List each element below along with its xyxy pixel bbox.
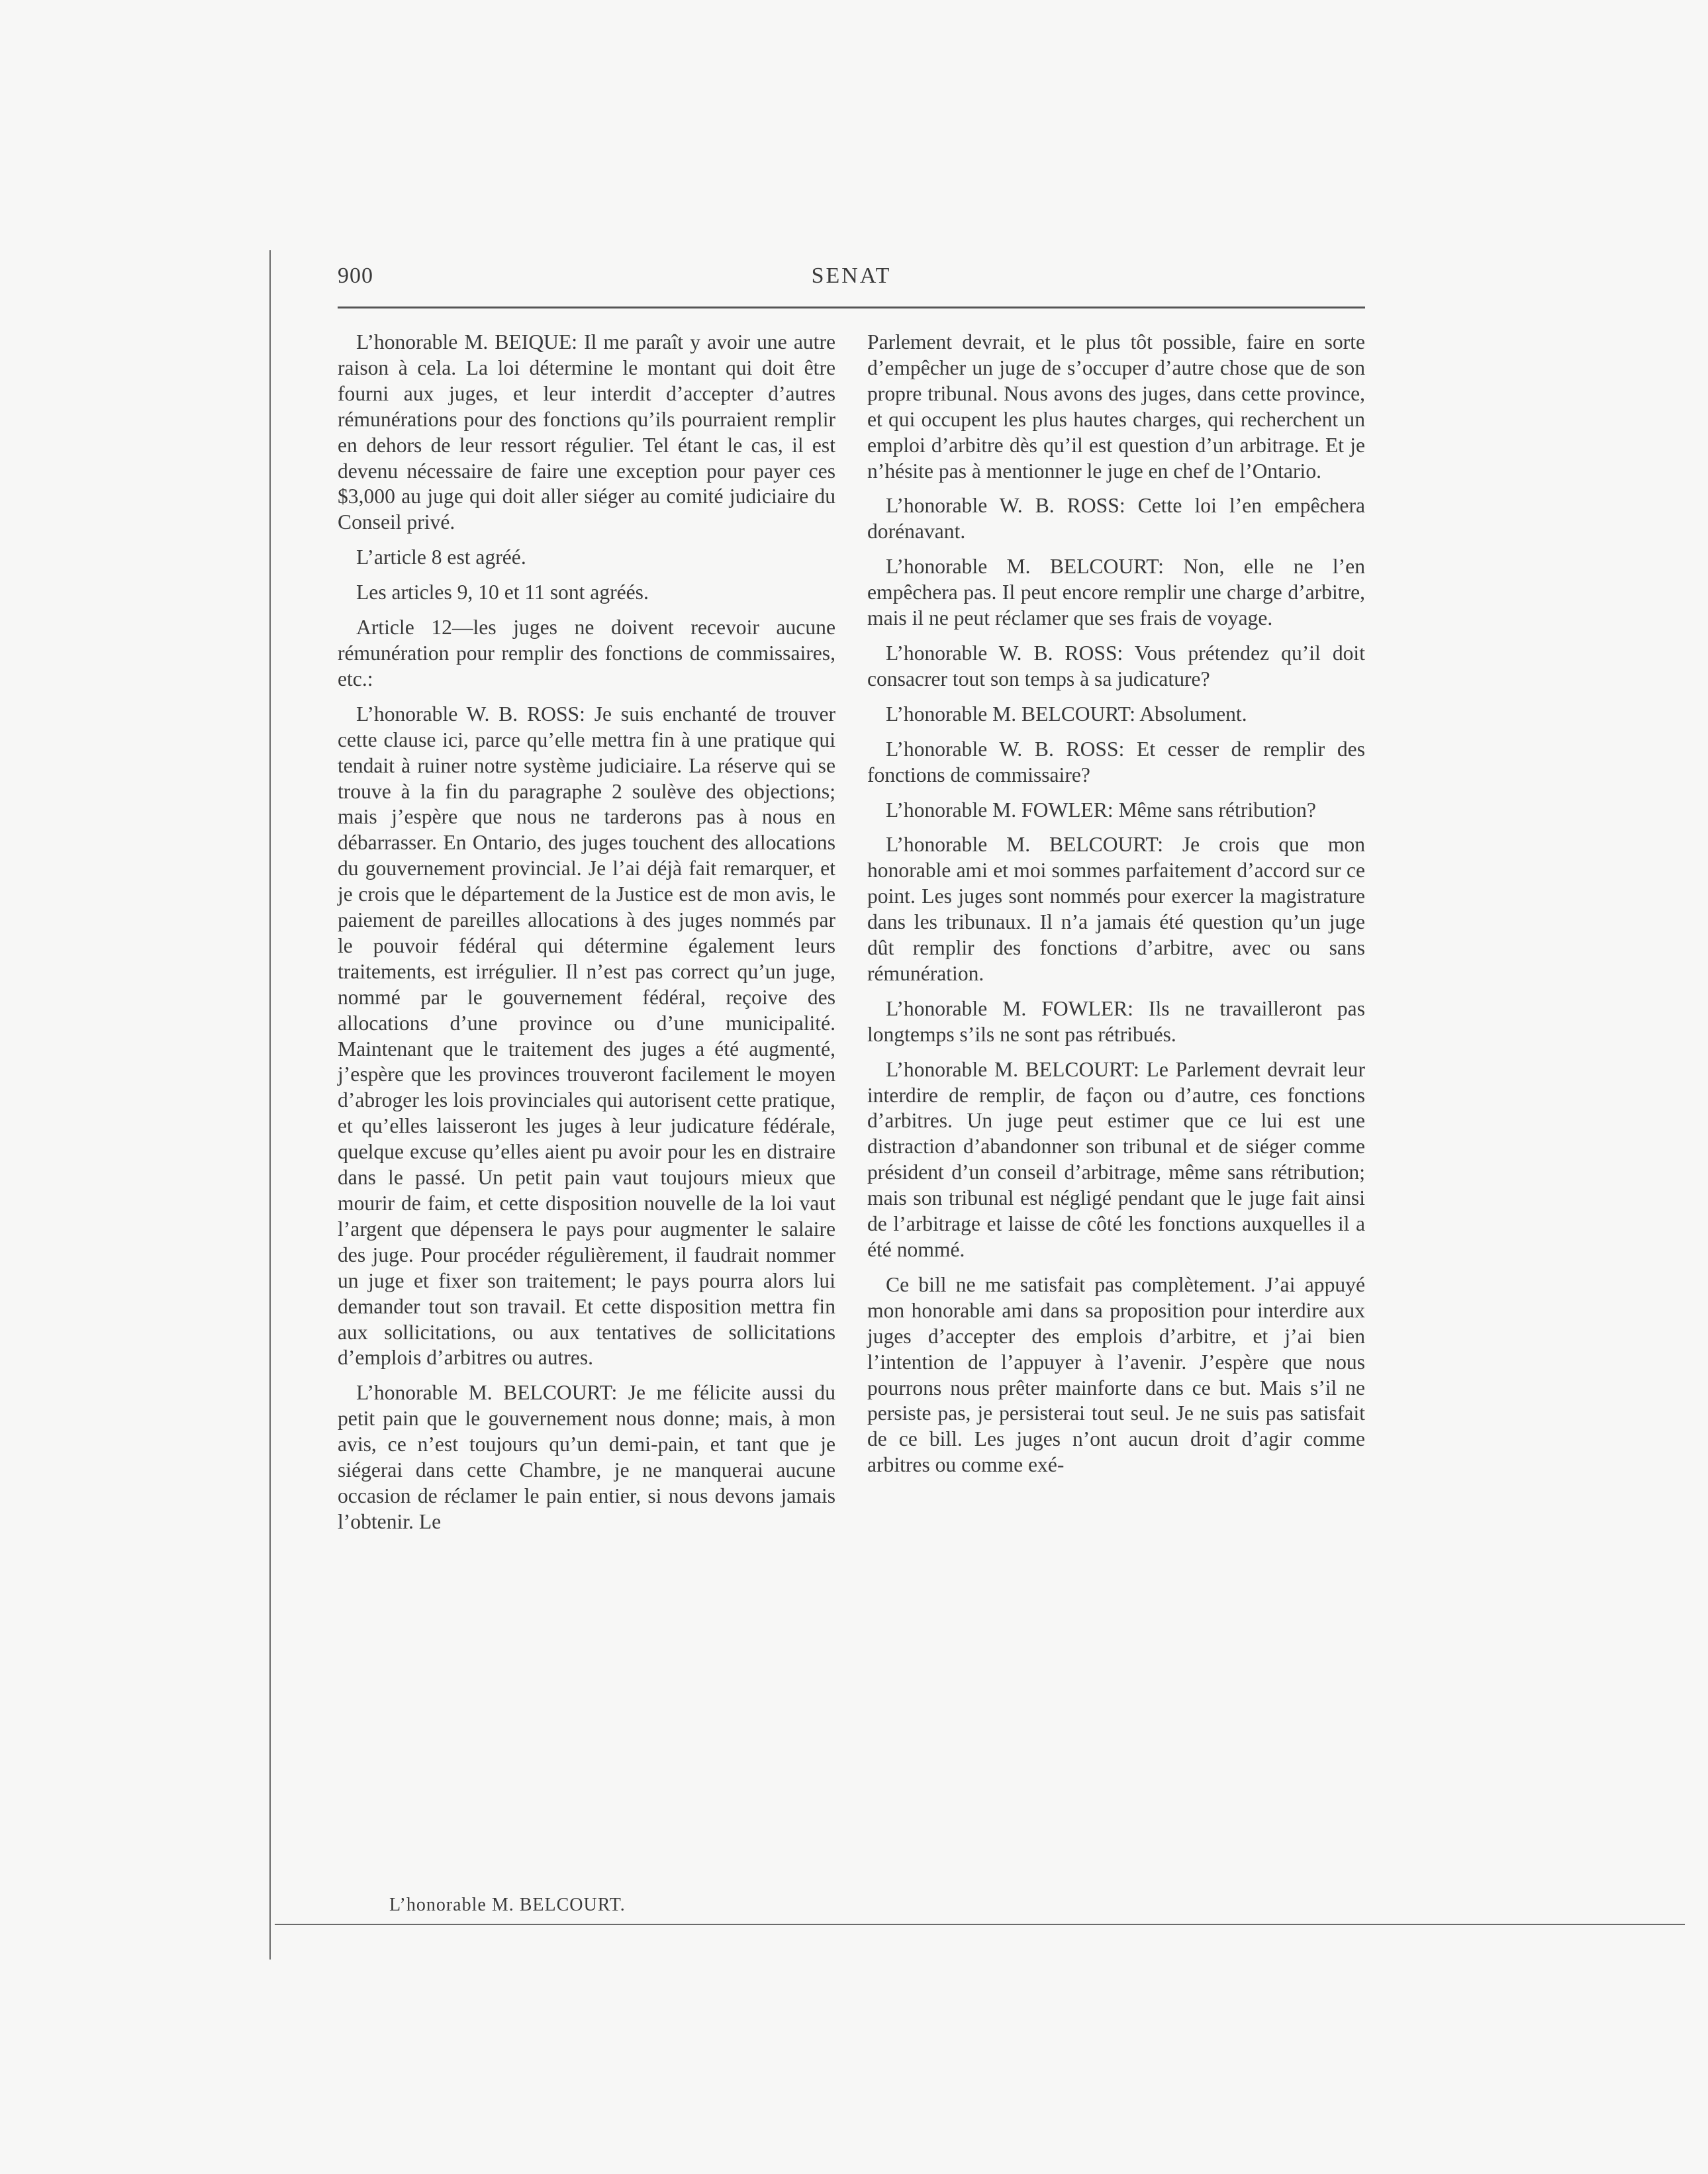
paragraph: L’honorable M. BELCOURT: Non, elle ne l’en empêchera pas. Il peut encore remplir une charge d’arbitre, mais il ne peut réclamer que ses frais de voyage. (867, 555, 1365, 630)
page-number: 900 (338, 263, 373, 288)
left-margin-rule (269, 250, 271, 1960)
paragraph: L’honorable M. FOWLER: Même sans rétribution? (886, 798, 1316, 822)
paragraph: L’honorable M. BELCOURT: Je crois que mon honorable ami et moi sommes parfaitement d’accord sur ce point. Les juges sont nommés pour exercer la magistrature dans les tribunaux. Il n’a jamais été question qu’un juge dût remplir des fonctions d’arbitre, avec ou sans rémunération. (867, 833, 1365, 985)
left-column (338, 330, 835, 1544)
paragraph: L’honorable M. BELCOURT: Absolument. (886, 702, 1247, 726)
header-rule (338, 307, 1365, 308)
paragraph: L’article 8 est agréé. (356, 545, 526, 569)
right-column (867, 330, 1365, 1488)
paragraph: Article 12—les juges ne doivent recevoir aucune rémunération pour remplir des fonctions de commissaires, etc.: (338, 616, 835, 690)
footer-rule (275, 1924, 1685, 1925)
paragraph: L’honorable W. B. ROSS: Vous prétendez qu’il doit consacrer tout son temps à sa judicature? (867, 641, 1365, 690)
paragraph: Les articles 9, 10 et 11 sont agréés. (356, 581, 649, 604)
paragraph: Ce bill ne me satisfait pas complètement. J’ai appuyé mon honorable ami dans sa proposition pour interdire aux juges d’accepter des emplois d’arbitre, et j’ai bien l’intention de l’appuyer à l’avenir. J’espère que nous pourrons nous prêter mainforte dans ce but. Mais s’il ne persiste pas, je persisterai tout seul. Je ne suis pas satisfait de ce bill. Les juges n’ont aucun droit d’agir comme arbitres ou comme exé- (867, 1272, 1365, 1477)
paragraph: L’honorable W. B. ROSS: Et cesser de remplir des fonctions de commissaire? (867, 737, 1365, 786)
paragraph: L’honorable M. FOWLER: Ils ne travailleront pas longtemps s’ils ne sont pas rétribués. (867, 996, 1365, 1046)
paragraph: L’honorable W. B. ROSS: Je suis enchanté de trouver cette clause ici, parce qu’elle mettra fin à une pratique qui tendait à ruiner notre système judiciaire. La réserve qui se trouve à la fin du paragraphe 2 soulève des objections; mais j’espère que nous ne tarderons pas à nous en débarrasser. En Ontario, des juges touchent des allocations du gouvernement provincial. Je l’ai déjà fait remarquer, et je crois que le département de la Justice est de mon avis, le paiement de pareilles allocations à des juges nommés par le pouvoir fédéral qui détermine également leurs traitements, est irrégulier. Il n’est pas correct qu’un juge, nommé par le gouvernement fédéral, reçoive des allocations d’une province ou d’une municipalité. Maintenant que le traitement des juges a été augmenté, j’espère que les provinces trouveront facilement le moyen d’abroger les lois provinciales qui autorisent cette pratique, et qu’elles laisseront les juges à leur judicature fédérale, quelque excuse qu’elles aient pu avoir pour les en distraire dans le passé. Un petit pain vaut toujours mieux que mourir de faim, et cette disposition nouvelle de la loi vaut l’argent que dépensera le pays pour augmenter le salaire des juge. Pour procéder régulièrement, il faudrait nommer un juge et fixer son traitement; le pays pourra alors lui demander tout son travail. Et cette disposition mettra fin aux sollicitations, ou aux tentatives de sollicitations d’emplois d’arbitres ou autres. (338, 702, 835, 1370)
running-title: SENAT (811, 263, 892, 288)
footer-speaker: L’honorable M. BELCOURT. (389, 1895, 626, 1915)
page-header (338, 263, 1365, 297)
paragraph: L’honorable M. BELCOURT: Le Parlement devrait leur interdire de remplir, de façon ou d’autre, ces fonctions d’arbitres. Un juge peut estimer que ce lui est une distraction d’abandonner son tribunal et de siéger comme président d’un conseil d’arbitrage, même sans rétribution; mais son tribunal est négligé pendant que le juge fait ainsi de l’arbitrage et laisse de côté les fonctions auxquelles il a été nommé. (867, 1057, 1365, 1261)
paragraph: L’honorable W. B. ROSS: Cette loi l’en empêchera dorénavant. (867, 494, 1365, 544)
paragraph: L’honorable M. BELCOURT: Je me félicite aussi du petit pain que le gouvernement nous donne; mais, à mon avis, ce n’est toujours qu’un demi-pain, et tant que je siégerai dans cette Chambre, je ne manquerai aucune occasion de réclamer le pain entier, si nous devons jamais l’obtenir. Le (338, 1381, 835, 1533)
paragraph: Parlement devrait, et le plus tôt possible, faire en sorte d’empêcher un juge de s’occuper d’autre chose que de son propre tribunal. Nous avons des juges, dans cette province, et qui occupent les plus hautes charges, qui recherchent un emploi d’arbitre dès qu’il est question d’un arbitrage. Et je n’hésite pas à mentionner le juge en chef de l’Ontario. (867, 330, 1365, 483)
paragraph: L’honorable M. BEIQUE: Il me paraît y avoir une autre raison à cela. La loi détermine le montant qui doit être fourni aux juges, et leur interdit d’accepter d’autres rémunérations pour des fonctions qu’ils pourraient remplir en dehors de leur ressort régulier. Tel étant le cas, il est devenu nécessaire de faire une exception pour payer ces $3,000 au juge qui doit aller siéger au comité judiciaire du Conseil privé. (338, 330, 835, 534)
